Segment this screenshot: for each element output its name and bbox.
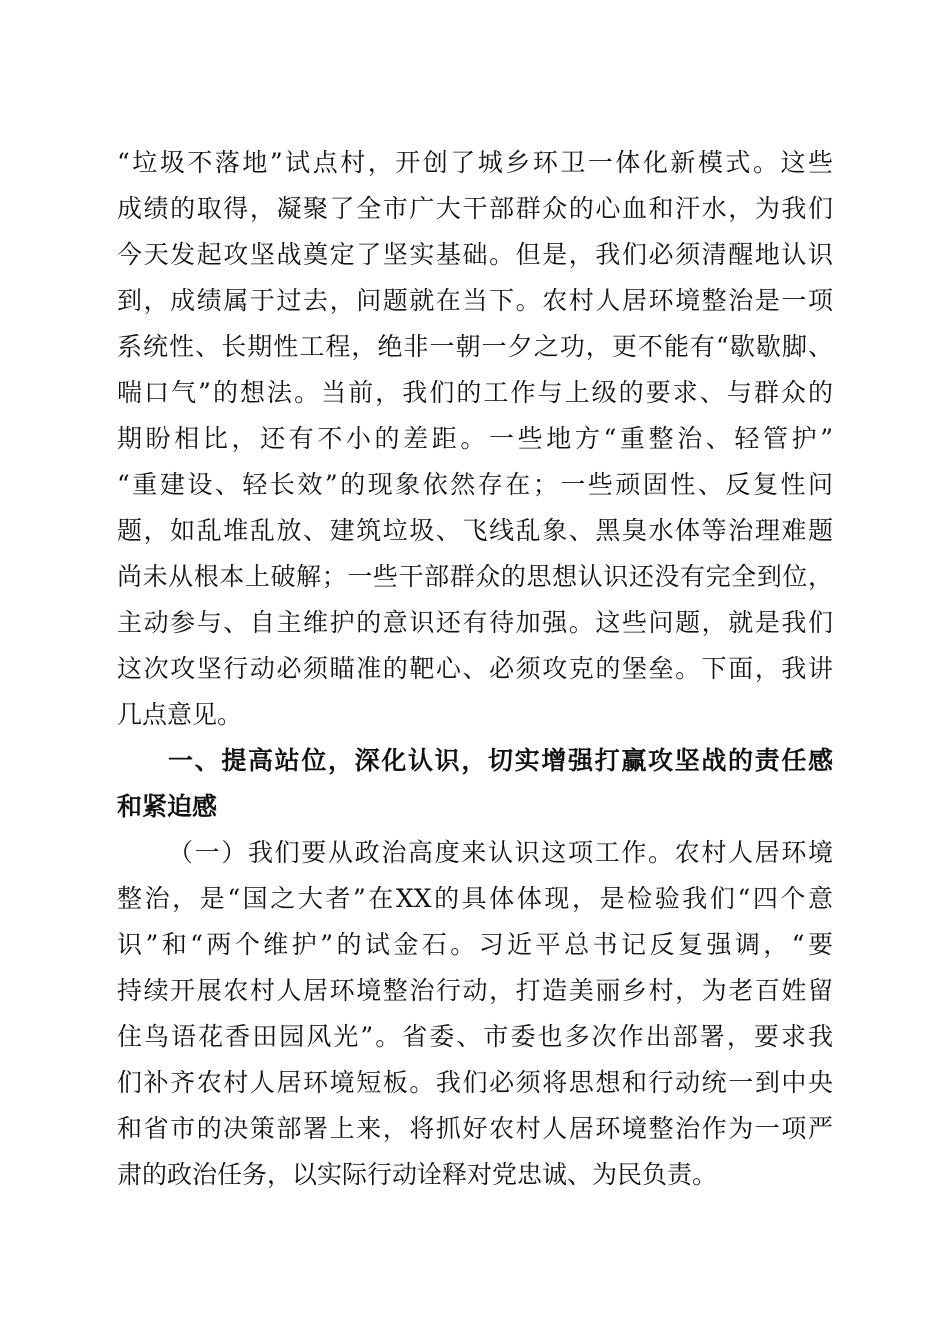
paragraph-line: “垃圾不落地”试点村，开创了城乡环卫一体化新模式。这些: [117, 148, 833, 177]
paragraph-line: 整治，是“国之大者”在XX的具体体现，是检验我们“四个意: [117, 884, 833, 913]
paragraph-line: 今天发起攻坚战奠定了坚实基础。但是，我们必须清醒地认识: [117, 240, 833, 269]
paragraph-line: 住鸟语花香田园风光”。省委、市委也多次作出部署，要求我: [117, 1022, 833, 1051]
section-heading: 一、提高站位，深化认识，切实增强打赢攻坚战的责任感: [168, 746, 833, 775]
subsection-line: （一）我们要从政治高度来认识这项工作。农村人居环境: [168, 838, 833, 867]
paragraph-line: 主动参与、自主维护的意识还有待加强。这些问题，就是我们: [117, 608, 833, 637]
paragraph-line: 成绩的取得，凝聚了全市广大干部群众的心血和汗水，为我们: [117, 194, 833, 223]
paragraph-line: 们补齐农村人居环境短板。我们必须将思想和行动统一到中央: [117, 1068, 833, 1097]
paragraph-line: 到，成绩属于过去，问题就在当下。农村人居环境整治是一项: [117, 286, 833, 315]
paragraph-line: 几点意见。: [117, 700, 243, 729]
paragraph-line: “重建设、轻长效”的现象依然存在；一些顽固性、反复性问: [117, 470, 833, 499]
paragraph-line: 这次攻坚行动必须瞄准的靶心、必须攻克的堡垒。下面，我讲: [117, 654, 833, 683]
paragraph-line: 系统性、长期性工程，绝非一朝一夕之功，更不能有“歇歇脚、: [117, 332, 833, 361]
paragraph-line: 识”和“两个维护”的试金石。习近平总书记反复强调，“要: [117, 930, 833, 959]
section-heading: 和紧迫感: [117, 792, 218, 821]
paragraph-line: 喘口气”的想法。当前，我们的工作与上级的要求、与群众的: [117, 378, 833, 407]
paragraph-line: 肃的政治任务，以实际行动诠释对党忠诚、为民负责。: [117, 1160, 718, 1189]
paragraph-line: 期盼相比，还有不小的差距。一些地方“重整治、轻管护”: [117, 424, 833, 453]
paragraph-line: 题，如乱堆乱放、建筑垃圾、飞线乱象、黑臭水体等治理难题: [117, 516, 833, 545]
paragraph-line: 持续开展农村人居环境整治行动，打造美丽乡村，为老百姓留: [117, 976, 833, 1005]
paragraph-line: 和省市的决策部署上来，将抓好农村人居环境整治作为一项严: [117, 1114, 833, 1143]
paragraph-line: 尚未从根本上破解；一些干部群众的思想认识还没有完全到位，: [117, 562, 833, 591]
